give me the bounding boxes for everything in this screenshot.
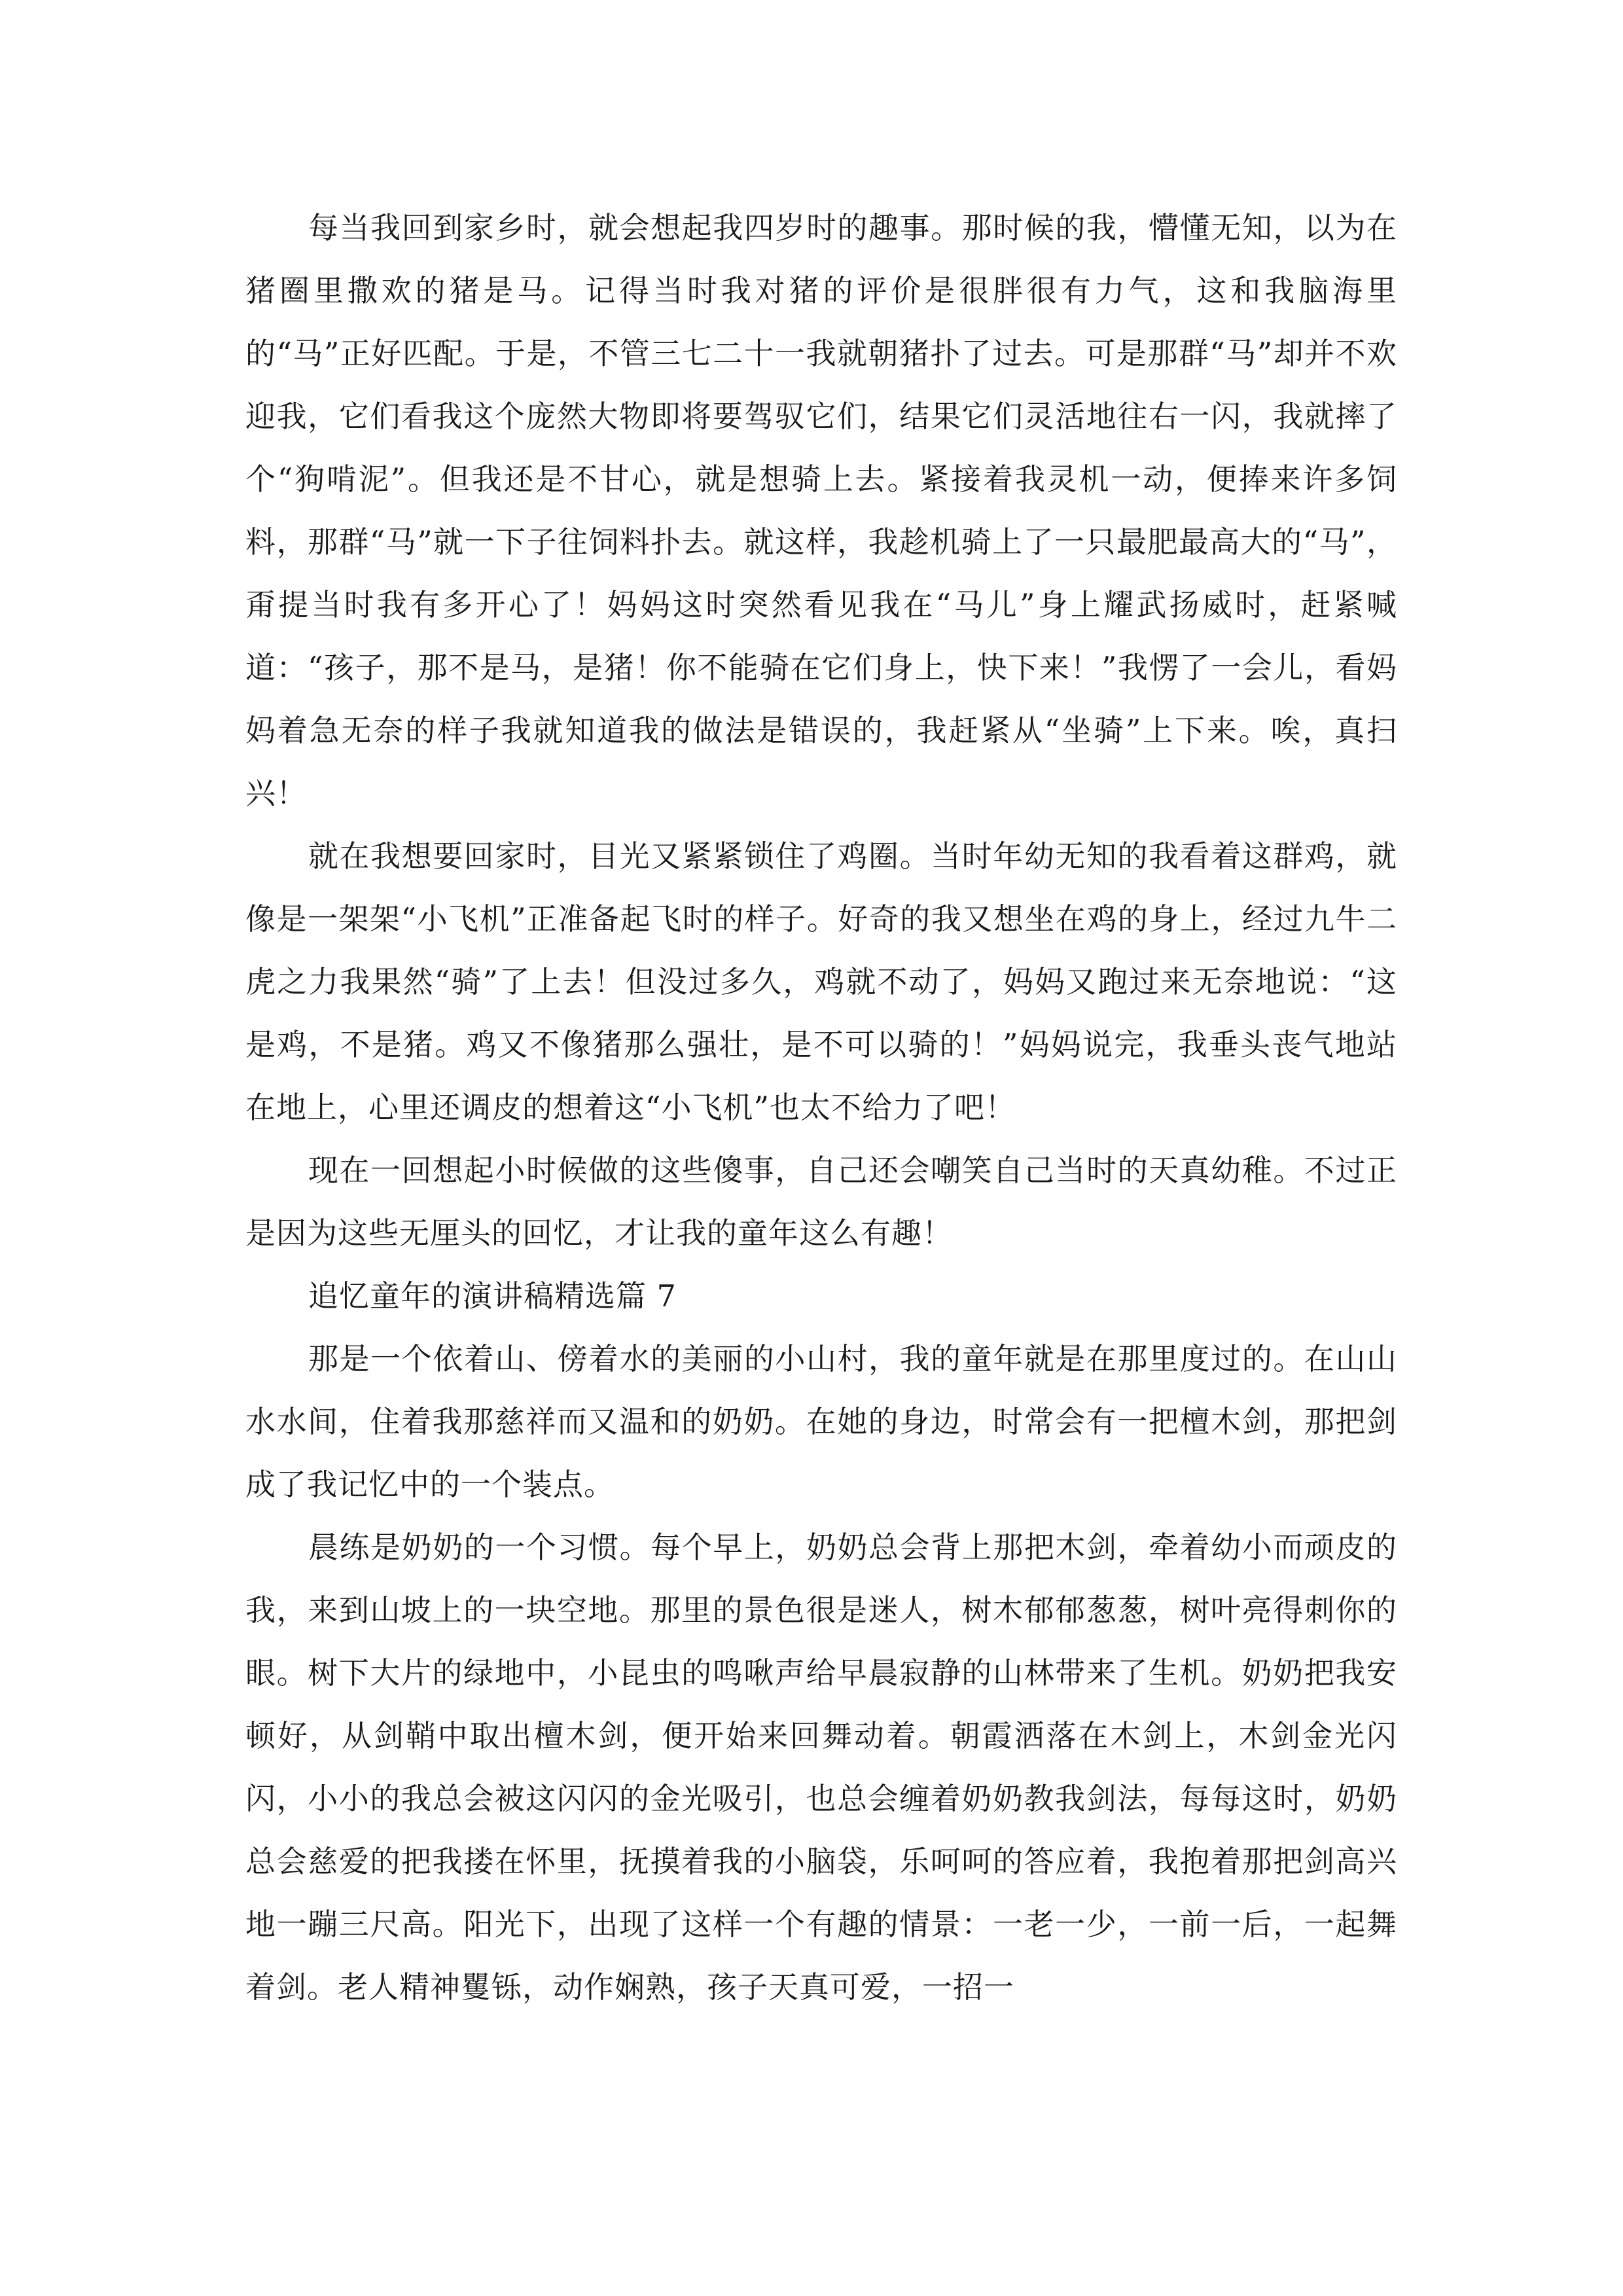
section-title: 追忆童年的演讲稿精选篇 7 — [308, 1278, 677, 1314]
paragraph-morning-practice: 晨练是奶奶的一个习惯。每个早上，奶奶总会背上那把木剑，牵着幼小而顽皮的我，来到山坡上的一块空地。那里的景色很是迷人，树木郁郁葱葱，树叶亮得刺你的眼。树下大片的绿地中，小昆虫的鸣啾声给早晨寂静的山林带来了生机。奶奶把我安顿好，从剑鞘中取出檀木剑，便开始来回舞动着。朝霞洒落在木剑上，木剑金光闪闪，小小的我总会被这闪闪的金光吸引，也总会缠着奶奶教我剑法，每每这时，奶奶总会慈爱的把我搂在怀里，抚摸着我的小脑袋，乐呵呵的答应着，我抱着那把剑高兴地一蹦三尺高。阳光下，出现了这样一个有趣的情景：一老一少，一前一后，一起舞着剑。老人精神矍铄，动作娴熟，孩子天真可爱，一招一 — [245, 1530, 1397, 2005]
paragraph-pig-story: 每当我回到家乡时，就会想起我四岁时的趣事。那时候的我，懵懂无知，以为在猪圈里撒欢的猪是马。记得当时我对猪的评价是很胖很有力气，这和我脑海里的“马”正好匹配。于是，不管三七二十一我就朝猪扑了过去。可是那群“马”却并不欢迎我，它们看我这个庞然大物即将要驾驭它们，结果它们灵活地往右一闪，我就摔了个“狗啃泥”。但我还是不甘心，就是想骑上去。紧接着我灵机一动，便捧来许多饲料，那群“马”就一下子往饲料扑去。就这样，我趁机骑上了一只最肥最高大的“马”，甭提当时我有多开心了！妈妈这时突然看见我在“马儿”身上耀武扬威时，赶紧喊道：“孩子，那不是马，是猪！你不能骑在它们身上，快下来！”我愣了一会儿，看妈妈着急无奈的样子我就知道我的做法是错误的，我赶紧从“坐骑”上下来。唉，真扫兴！ — [245, 210, 1397, 811]
paragraph-chicken-story: 就在我想要回家时，目光又紧紧锁住了鸡圈。当时年幼无知的我看着这群鸡，就像是一架架“小飞机”正准备起飞时的样子。好奇的我又想坐在鸡的身上，经过九牛二虎之力我果然“骑”了上去！但没过多久，鸡就不动了，妈妈又跑过来无奈地说：“这是鸡，不是猪。鸡又不像猪那么强壮，是不可以骑的！”妈妈说完，我垂头丧气地站在地上，心里还调皮的想着这“小飞机”也太不给力了吧！ — [245, 838, 1397, 1125]
paragraph-village: 那是一个依着山、傍着水的美丽的小山村，我的童年就是在那里度过的。在山山水水间，住着我那慈祥而又温和的奶奶。在她的身边，时常会有一把檀木剑，那把剑成了我记忆中的一个装点。 — [245, 1341, 1397, 1502]
document-body — [245, 196, 1397, 2018]
paragraph-reflection: 现在一回想起小时候做的这些傻事，自己还会嘲笑自己当时的天真幼稚。不过正是因为这些无厘头的回忆，才让我的童年这么有趣！ — [245, 1153, 1397, 1251]
